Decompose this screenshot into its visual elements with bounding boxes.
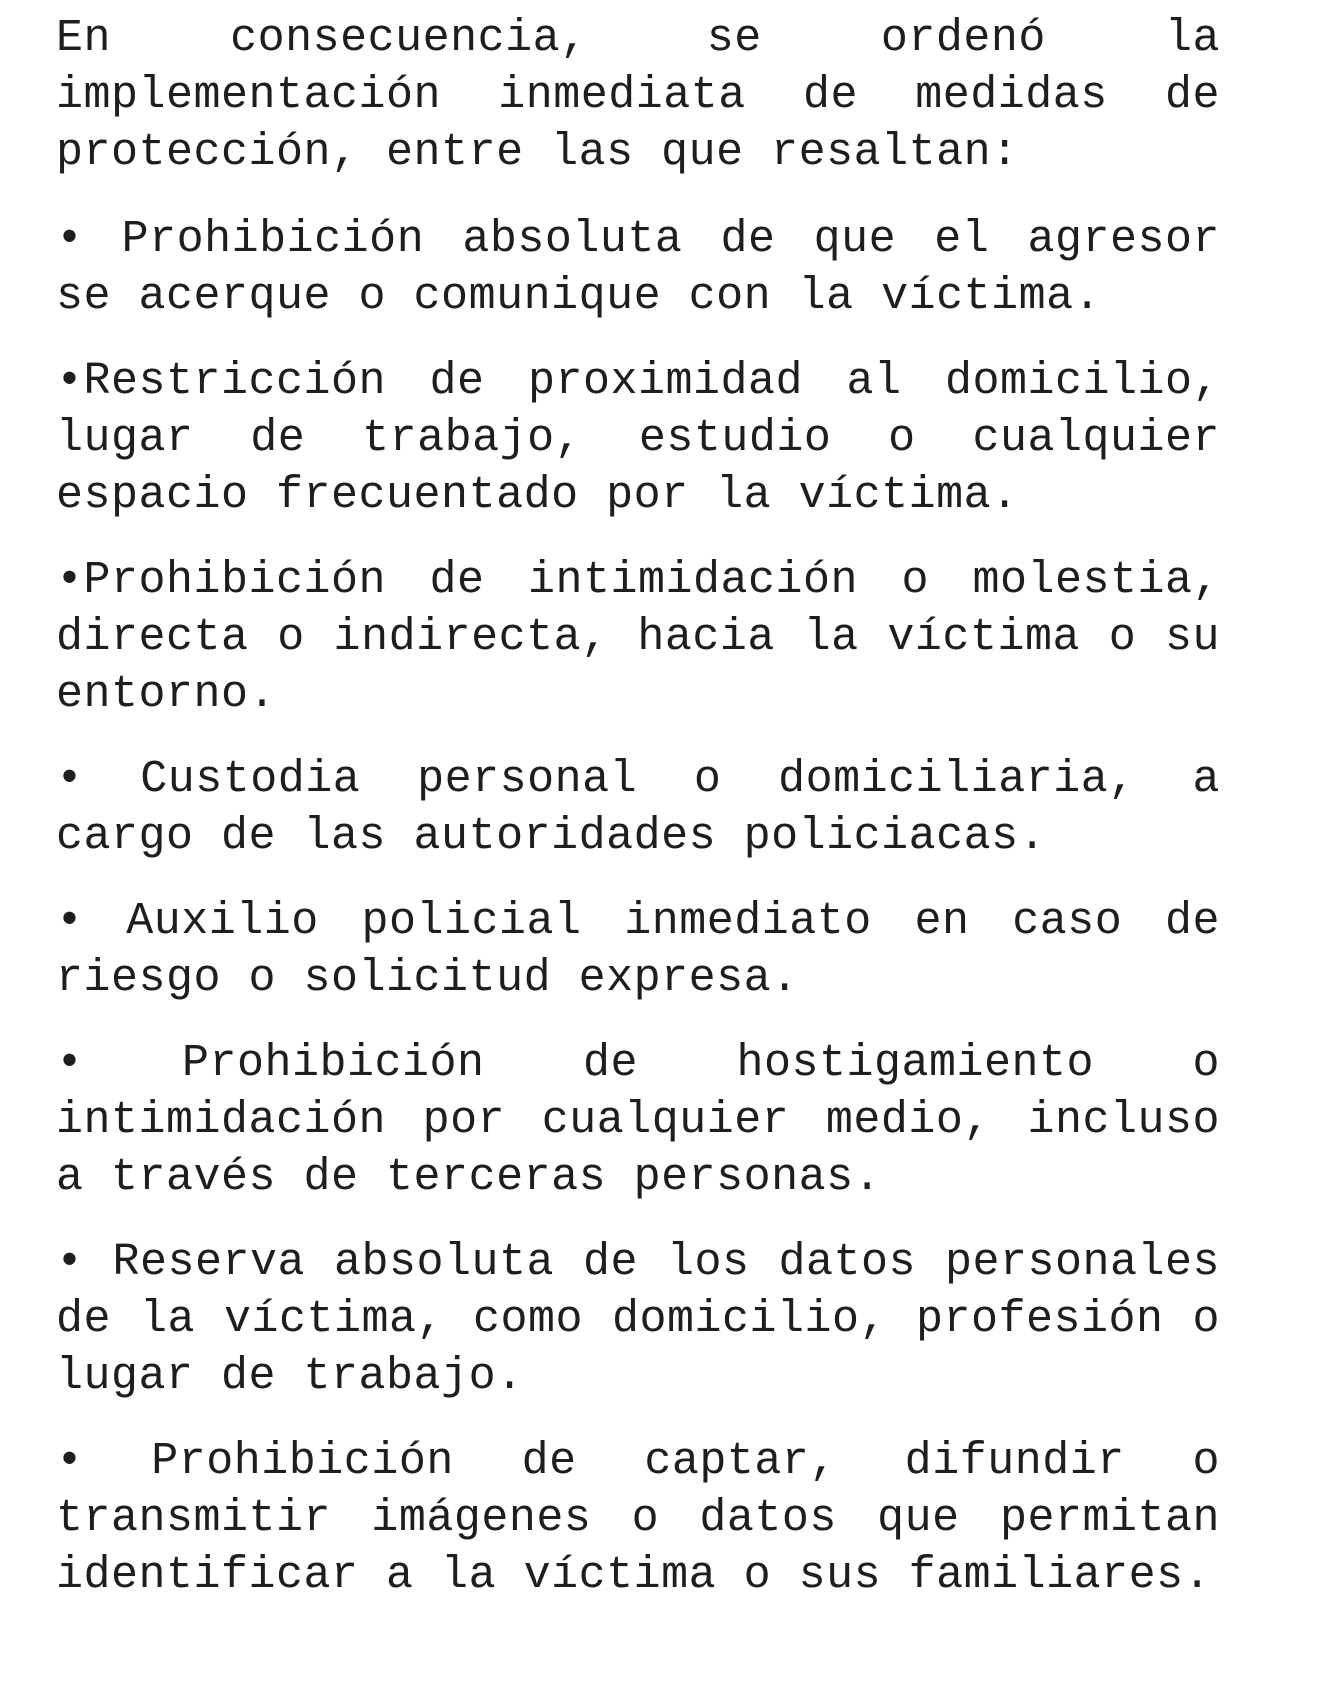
measure-item: •Prohibición de intimidación o molestia, directa o indirecta, hacia la víctima o su entorno.: [56, 555, 1220, 720]
measure-item: • Reserva absoluta de los datos personales de la víctima, como domicilio, profesión o lugar de trabajo.: [56, 1237, 1220, 1402]
intro-paragraph: En consecuencia, se ordenó la implementación inmediata de medidas de protección, entre las que resaltan:: [56, 13, 1220, 178]
measure-item: • Auxilio policial inmediato en caso de riesgo o solicitud expresa.: [56, 896, 1220, 1004]
measure-item: •Restricción de proximidad al domicilio, lugar de trabajo, estudio o cualquier espacio frecuentado por la víctima.: [56, 356, 1220, 521]
measure-item: • Custodia personal o domiciliaria, a cargo de las autoridades policiacas.: [56, 754, 1220, 862]
document-body: [56, 10, 1220, 1632]
measure-item: • Prohibición absoluta de que el agresor se acerque o comunique con la víctima.: [56, 214, 1220, 322]
measure-item: • Prohibición de hostigamiento o intimidación por cualquier medio, incluso a través de terceras personas.: [56, 1038, 1220, 1203]
measure-item: • Prohibición de captar, difundir o transmitir imágenes o datos que permitan identificar a la víctima o sus familiares.: [56, 1436, 1220, 1601]
